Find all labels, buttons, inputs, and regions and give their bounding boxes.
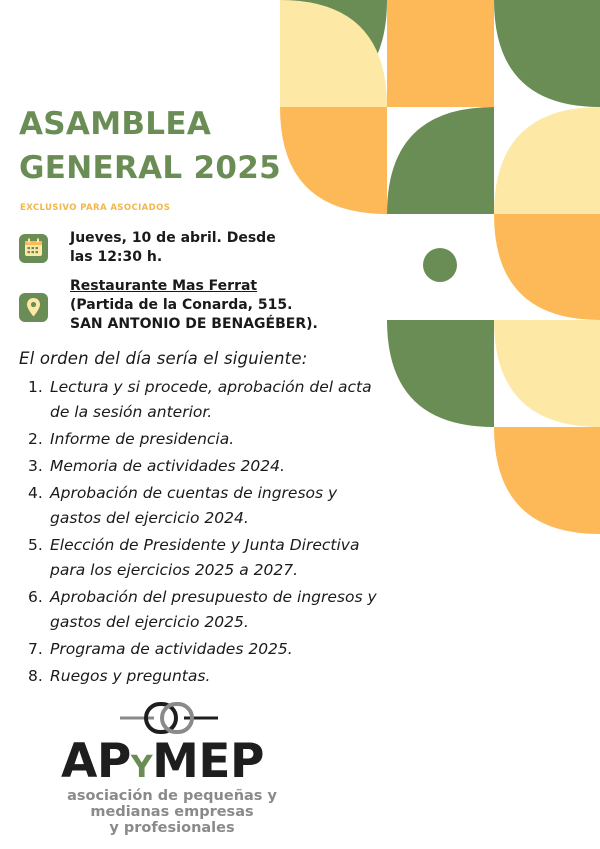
agenda-item — [28, 585, 377, 635]
date-line: las 12:30 h. — [70, 249, 163, 265]
agenda-item-number: 8. — [28, 667, 43, 685]
date-line: Jueves, 10 de abril. Desde — [70, 230, 276, 246]
calendar-icon — [19, 234, 48, 263]
agenda-item-number: 5. — [28, 536, 43, 554]
agenda-item-number: 3. — [28, 457, 43, 475]
title-line: ASAMBLEA — [19, 106, 212, 142]
agenda-item — [28, 375, 377, 425]
logo-text: AP — [61, 734, 131, 789]
agenda-item-number: 6. — [28, 588, 43, 606]
agenda-item-text: Elección de Presidente y Junta Directiva — [50, 536, 360, 554]
tagline-line: y profesionales — [109, 820, 235, 836]
agenda-intro: El orden del día sería el siguiente: — [19, 349, 308, 368]
agenda-item — [28, 427, 377, 452]
agenda-list — [28, 375, 377, 691]
agenda-item-text: Ruegos y preguntas. — [50, 667, 211, 685]
map-pin-icon — [19, 293, 48, 322]
members-only-label: EXCLUSIVO PARA ASOCIADOS — [20, 203, 171, 213]
agenda-item — [28, 533, 377, 583]
agenda-item-text: para los ejercicios 2025 a 2027. — [50, 561, 298, 579]
event-date — [70, 229, 276, 267]
green-dot-shape — [423, 248, 457, 282]
agenda-item-text: gastos del ejercicio 2025. — [50, 613, 249, 631]
agenda-item — [28, 664, 377, 689]
logo-text: MEP — [152, 734, 264, 789]
tagline-line: asociación de pequeñas y — [67, 788, 277, 804]
agenda-item — [28, 637, 377, 662]
agenda-item-text: gastos del ejercicio 2024. — [50, 509, 249, 527]
agenda-item-text: Lectura y si procede, aprobación del acta — [50, 378, 372, 396]
venue-name: Restaurante Mas Ferrat — [70, 278, 258, 294]
event-location — [70, 277, 318, 334]
page-title — [19, 102, 281, 190]
green-quarter-shape — [494, 0, 600, 107]
logo-tagline — [61, 788, 283, 836]
agenda-item-number: 4. — [28, 484, 43, 502]
green-quarter-shape — [387, 107, 494, 214]
address-line: (Partida de la Conarda, 515. — [70, 297, 293, 313]
agenda-item-number: 2. — [28, 430, 43, 448]
agenda-item-text: Aprobación del presupuesto de ingresos y — [50, 588, 377, 606]
yellow-quarter-shape — [494, 107, 600, 214]
orange-quarter-shape — [494, 214, 600, 320]
agenda-item-text: Aprobación de cuentas de ingresos y — [50, 484, 338, 502]
orange-quarter-shape — [280, 107, 387, 214]
agenda-item-text: Programa de actividades 2025. — [50, 640, 293, 658]
green-quarter-shape — [387, 320, 494, 427]
yellow-quarter-shape — [494, 320, 600, 427]
orange-quarter-shape — [494, 427, 600, 534]
address-line: SAN ANTONIO DE BENAGÉBER). — [70, 316, 318, 332]
tagline-line: medianas empresas — [90, 804, 254, 820]
agenda-item — [28, 454, 377, 479]
agenda-item-number: 1. — [28, 378, 43, 396]
agenda-item-text: Informe de presidencia. — [50, 430, 235, 448]
agenda-item-text: Memoria de actividades 2024. — [50, 457, 285, 475]
orange-square-shape — [387, 0, 494, 107]
logo-text-y: Y — [130, 750, 153, 785]
agenda-item-text: de la sesión anterior. — [50, 403, 213, 421]
agenda-item-number: 7. — [28, 640, 43, 658]
agenda-item — [28, 481, 377, 531]
title-line: GENERAL 2025 — [19, 150, 282, 186]
